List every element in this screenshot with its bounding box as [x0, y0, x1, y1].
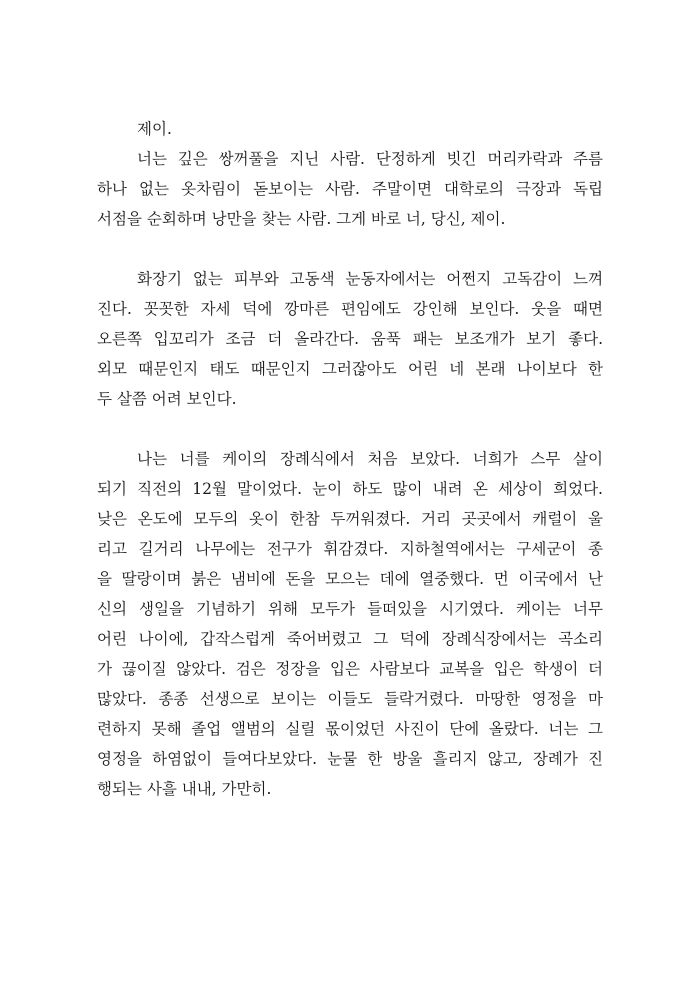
text-line: 영정을 하염없이 들여다보았다. 눈물 한 방울 흘리지 않고, 장례가 진 — [97, 750, 603, 768]
paragraph — [97, 444, 603, 804]
text-line: 가 끊이질 않았다. 검은 정장을 입은 사람보다 교복을 입은 학생이 더 — [97, 660, 603, 678]
text-line: 너는 깊은 쌍꺼풀을 지닌 사람. 단정하게 빗긴 머리카락과 주름 — [137, 150, 603, 168]
text-line: 리고 길거리 나무에는 전구가 휘감겼다. 지하철역에서는 구세군이 종 — [97, 540, 603, 558]
text-line: 어린 나이에, 갑작스럽게 죽어버렸고 그 덕에 장례식장에서는 곡소리 — [97, 630, 603, 648]
text-line: 낮은 온도에 모두의 옷이 한참 두꺼워졌다. 거리 곳곳에서 캐럴이 울 — [97, 510, 603, 528]
text-line: 을 딸랑이며 붉은 냄비에 돈을 모으는 데에 열중했다. 먼 이국에서 난 — [97, 570, 603, 588]
text-line: 행되는 사흘 내내, 가만히. — [97, 780, 272, 798]
text-line: 련하지 못해 졸업 앨범의 실릴 몫이었던 사진이 단에 올랐다. 너는 그 — [97, 720, 603, 738]
paragraph-spacer — [97, 234, 603, 264]
text-line: 신의 생일을 기념하기 위해 모두가 들떠있을 시기였다. 케이는 너무 — [97, 600, 603, 618]
paragraph — [97, 114, 603, 144]
text-line: 진다. 꼿꼿한 자세 덕에 깡마른 편임에도 강인해 보인다. 웃을 때면 — [97, 300, 603, 318]
text-line: 오른쪽 입꼬리가 조금 더 올라간다. 움푹 패는 보조개가 보기 좋다. — [97, 330, 603, 348]
paragraph — [97, 264, 603, 414]
paragraph-spacer — [97, 414, 603, 444]
text-line: 많았다. 종종 선생으로 보이는 이들도 들락거렸다. 마땅한 영정을 마 — [97, 690, 603, 708]
paragraph — [97, 144, 603, 234]
text-line: 하나 없는 옷차림이 돋보이는 사람. 주말이면 대학로의 극장과 독립 — [97, 180, 603, 198]
text-line: 나는 너를 케이의 장례식에서 처음 보았다. 너희가 스무 살이 — [137, 450, 603, 468]
body-text — [97, 114, 603, 804]
text-line: 제이. — [137, 120, 172, 138]
text-line: 외모 때문인지 태도 때문인지 그러잖아도 어린 네 본래 나이보다 한 — [97, 360, 603, 378]
text-line: 되기 직전의 12월 말이었다. 눈이 하도 많이 내려 온 세상이 희었다. — [97, 480, 603, 498]
text-line: 두 살쯤 어려 보인다. — [97, 390, 237, 408]
text-line: 서점을 순회하며 낭만을 찾는 사람. 그게 바로 너, 당신, 제이. — [97, 210, 506, 228]
text-line: 화장기 없는 피부와 고동색 눈동자에서는 어쩐지 고독감이 느껴 — [137, 270, 603, 288]
